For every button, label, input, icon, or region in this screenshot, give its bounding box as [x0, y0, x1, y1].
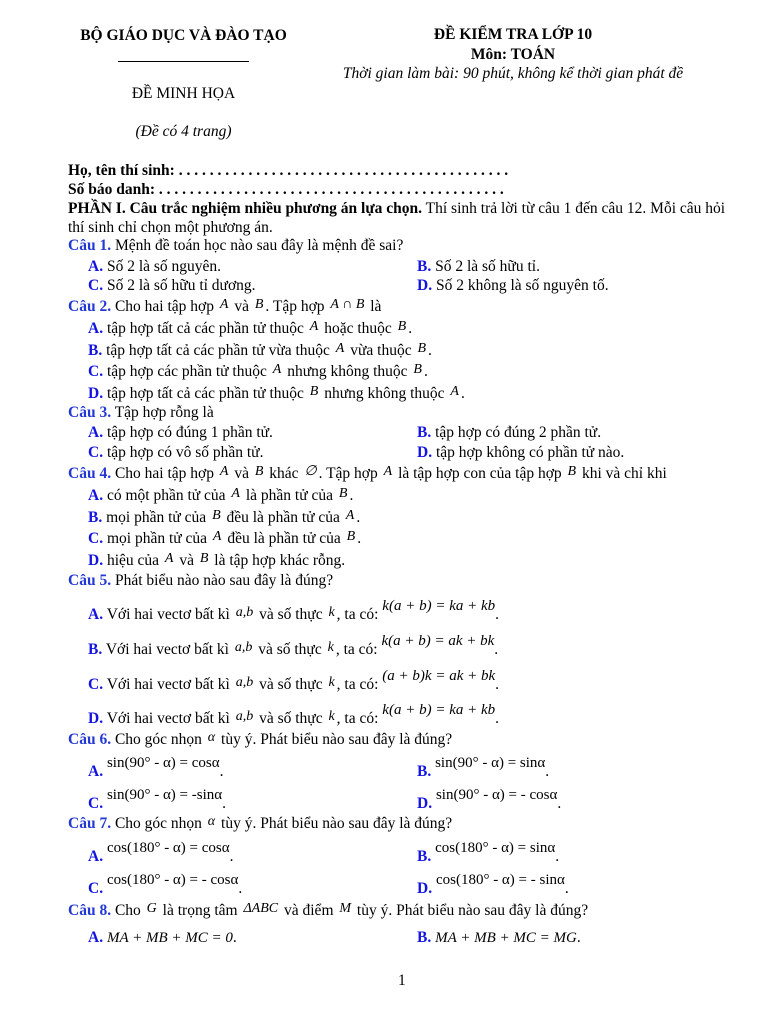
text-run: tập hợp có vô số phần tử. — [106, 444, 264, 461]
option-text — [106, 668, 500, 693]
q7-option-b — [417, 840, 560, 866]
option-label: A. — [88, 487, 104, 504]
q1-option-d — [417, 277, 609, 295]
option-text — [107, 424, 273, 441]
option-label: B. — [88, 509, 103, 526]
option-text — [435, 929, 581, 946]
option-text — [107, 487, 353, 504]
question-7 — [68, 815, 452, 834]
text-run: và số thực — [255, 606, 327, 623]
option-label: B. — [88, 641, 103, 658]
math-symbol: B — [254, 297, 264, 312]
header-divider — [118, 61, 249, 62]
subject: Môn: TOÁN — [470, 46, 556, 63]
text-run: tập hợp tất cả các phần tử vừa thuộc — [106, 342, 334, 359]
option-text — [106, 598, 500, 623]
math-symbol: B — [212, 508, 221, 523]
q5-option-c — [88, 668, 500, 695]
math-symbol: B — [309, 384, 319, 399]
option-text — [106, 702, 500, 727]
text-run: Cho hai tập hợp — [114, 465, 218, 482]
text-run: Cho hai tập hợp — [114, 298, 218, 315]
text-run: và điểm — [280, 902, 338, 919]
question-5 — [68, 572, 333, 590]
math-symbol: B — [338, 486, 348, 501]
q6-option-a — [88, 755, 224, 781]
text-run: . — [349, 487, 354, 504]
text-run: Với hai vectơ bất kì — [106, 676, 234, 693]
text-run: vừa thuộc — [346, 342, 416, 359]
math-formula: k(a + b) = ka + kb — [382, 598, 496, 614]
q2-option-c — [88, 363, 428, 382]
math-symbol: A ∩ B — [330, 297, 365, 312]
q1-option-c — [88, 277, 256, 295]
math-formula: cos(180° - α) = sinα — [435, 840, 556, 856]
text-run: là tập hợp khác rỗng. — [210, 552, 346, 569]
option-text — [436, 277, 609, 294]
candidate-id-label: Số báo danh: — [68, 181, 156, 198]
page-number: 1 — [398, 972, 406, 989]
text-run: . — [232, 929, 237, 946]
q7-option-d — [417, 872, 569, 898]
q3-option-d — [417, 444, 624, 462]
option-label: C. — [88, 277, 104, 294]
option-label: C. — [88, 363, 104, 380]
math-formula: k(a + b) = ka + kb — [382, 702, 496, 718]
option-label: B. — [417, 848, 432, 865]
q2-option-d — [88, 385, 465, 404]
math-symbol: k — [328, 605, 335, 620]
option-label: D. — [88, 385, 104, 402]
q4-option-b — [88, 509, 360, 528]
question-number: Câu 5. — [68, 572, 112, 589]
text-run: . Tập hợp — [318, 465, 382, 482]
question-text — [115, 815, 452, 832]
text-run: Số 2 không là số nguyên tố. — [435, 277, 609, 294]
math-expression: MA + MB + MC = 0 — [106, 930, 233, 946]
exam-title: ĐỀ KIỂM TRA LỚP 10 — [433, 26, 593, 43]
math-formula: cos(180° - α) = cosα — [106, 840, 230, 856]
math-symbol: B — [567, 464, 577, 479]
option-text — [436, 444, 624, 461]
text-run: khác — [265, 465, 303, 482]
q6-option-c — [88, 787, 226, 813]
math-formula: sin(90° - α) = cosα — [106, 755, 220, 771]
q5-option-b — [88, 633, 499, 660]
section-instructions: Thí sinh trả lời từ câu 1 đến câu 12. Mỗi câu hỏi — [425, 200, 726, 217]
text-run: tập hợp có đúng 1 phần tử. — [106, 424, 273, 441]
option-label: A. — [88, 258, 104, 275]
text-run: tập hợp các phần tử thuộc — [106, 363, 271, 380]
text-run: Phát biểu nào nào sau đây là đúng? — [114, 572, 334, 589]
text-run: Tập hợp rỗng là — [114, 404, 214, 421]
question-8 — [68, 902, 588, 921]
math-symbol: A — [219, 297, 229, 312]
question-1 — [68, 237, 403, 255]
text-run: tùy ý. Phát biểu nào sau đây là đúng? — [353, 902, 589, 919]
option-label: B. — [417, 424, 432, 441]
candidate-id-dots: . . . . . . . . . . . . . . . . . . . . . . . . . . . . . . . . . . . . . . . . . . . . . — [158, 181, 504, 198]
option-text — [435, 787, 562, 812]
math-symbol: k — [328, 709, 335, 724]
option-label: A. — [88, 929, 104, 946]
text-run: . — [564, 880, 569, 897]
math-symbol: α — [207, 814, 216, 829]
text-run: Số 2 là số hữu tỉ dương. — [106, 277, 256, 294]
q3-option-b — [417, 424, 601, 442]
text-run: mọi phần tử của — [106, 509, 211, 526]
q7-option-a — [88, 840, 234, 866]
option-text — [107, 363, 428, 380]
option-text — [107, 258, 221, 275]
text-run: Cho góc nhọn — [114, 731, 206, 748]
text-run: có một phần tử của — [106, 487, 230, 504]
q1-option-b — [417, 258, 540, 276]
q4-option-d — [88, 552, 345, 571]
question-text — [115, 404, 214, 421]
question-number: Câu 6. — [68, 731, 112, 748]
question-text — [115, 465, 667, 482]
question-number: Câu 4. — [68, 465, 112, 482]
option-text — [106, 755, 224, 780]
math-symbol: B — [254, 464, 264, 479]
text-run: . — [555, 848, 560, 865]
text-run: . — [229, 848, 234, 865]
math-symbol: ∅ — [304, 464, 317, 479]
text-run: , ta có: — [335, 641, 382, 658]
math-formula: sin(90° - α) = - cosα — [435, 787, 558, 803]
candidate-name-row — [68, 162, 508, 180]
math-formula: (a + b)k = ak + bk — [382, 668, 496, 684]
math-symbol: A — [450, 384, 459, 399]
text-run: . — [423, 363, 428, 380]
question-text — [115, 572, 333, 589]
question-3 — [68, 404, 214, 422]
math-expression: MA + MB + MC = MG — [435, 930, 577, 946]
math-formula: sin(90° - α) = -sinα — [106, 787, 223, 803]
option-label: B. — [88, 342, 103, 359]
q3-option-a — [88, 424, 273, 442]
question-number: Câu 1. — [68, 237, 112, 254]
option-label: B. — [417, 763, 432, 780]
text-run: và — [230, 465, 253, 482]
text-run: Cho góc nhọn — [114, 815, 206, 832]
candidate-id-row — [68, 181, 504, 199]
math-symbol: A — [309, 319, 319, 334]
section-header — [68, 200, 725, 218]
text-run: Với hai vectơ bất kì — [106, 606, 234, 623]
text-run: đều là phần tử của — [222, 509, 344, 526]
text-run: Với hai vectơ bất kì — [105, 641, 233, 658]
q8-option-b — [417, 929, 581, 947]
option-label: C. — [88, 444, 104, 461]
math-symbol: A — [164, 551, 174, 566]
option-label: D. — [88, 710, 104, 727]
section-title: PHẦN I. Câu trắc nghiệm nhiều phương án lựa chọn. — [68, 200, 423, 217]
option-text — [435, 424, 601, 441]
text-run: . — [428, 342, 432, 359]
option-label: C. — [88, 530, 104, 547]
option-text — [107, 552, 345, 569]
option-label: B. — [417, 929, 432, 946]
option-text — [107, 385, 465, 402]
text-run: . — [557, 795, 562, 812]
q6-option-d — [417, 787, 562, 813]
text-run: hiệu của — [106, 552, 163, 569]
q8-option-a — [88, 929, 237, 947]
option-text — [107, 277, 256, 294]
math-symbol: k — [327, 640, 334, 655]
option-label: A. — [88, 320, 104, 337]
math-symbol: a,b — [235, 709, 254, 724]
option-text — [107, 444, 264, 461]
text-run: nhưng không thuộc — [283, 363, 412, 380]
q4-option-a — [88, 487, 353, 506]
candidate-name-label: Họ, tên thí sinh: — [68, 162, 175, 179]
option-text — [435, 872, 569, 897]
option-text — [106, 787, 226, 812]
option-text — [435, 840, 560, 865]
option-label: D. — [417, 277, 433, 294]
question-number: Câu 7. — [68, 815, 112, 832]
math-symbol: B — [346, 529, 356, 544]
text-run: . — [494, 641, 499, 658]
option-label: A. — [88, 606, 104, 623]
q7-option-c — [88, 872, 243, 898]
option-text — [435, 258, 540, 275]
ministry-name: BỘ GIÁO DỤC VÀ ĐÀO TẠO — [80, 27, 287, 44]
text-run: . — [222, 795, 226, 812]
page-count-note: (Đề có 4 trang) — [135, 123, 232, 140]
exam-type: ĐỀ MINH HỌA — [131, 85, 236, 102]
text-run: mọi phần tử của — [106, 530, 211, 547]
option-text — [106, 840, 234, 865]
math-symbol: A — [212, 529, 222, 544]
text-run: và — [175, 552, 198, 569]
option-label: C. — [88, 676, 104, 693]
text-run: là — [366, 298, 382, 315]
text-run: . — [495, 710, 500, 727]
text-run: tùy ý. Phát biểu nào sau đây là đúng? — [217, 731, 453, 748]
text-run: . — [460, 385, 465, 402]
text-run: . — [495, 676, 500, 693]
option-text — [106, 509, 360, 526]
question-number: Câu 8. — [68, 902, 112, 919]
text-run: và — [230, 298, 253, 315]
option-label: D. — [417, 795, 433, 812]
text-run: . Tập hợp — [265, 298, 329, 315]
text-run: và số thực — [254, 641, 326, 658]
text-run: nhưng không thuộc — [320, 385, 449, 402]
math-symbol: B — [397, 319, 407, 334]
option-label: C. — [88, 880, 104, 897]
text-run: và số thực — [255, 710, 327, 727]
text-run: tập hợp tất cả các phần tử thuộc — [106, 320, 308, 337]
q3-option-c — [88, 444, 263, 462]
math-symbol: a,b — [234, 640, 253, 655]
option-text — [107, 929, 237, 946]
exam-duration: Thời gian làm bài: 90 phút, không kể thời gian phát đề — [342, 65, 684, 82]
math-symbol: A — [383, 464, 393, 479]
question-text — [115, 731, 452, 748]
math-formula: k(a + b) = ak + bk — [381, 633, 495, 649]
math-symbol: A — [231, 486, 240, 501]
math-symbol: A — [335, 341, 345, 356]
text-run: là tập hợp con của tập hợp — [394, 465, 566, 482]
text-run: . — [495, 606, 500, 623]
option-text — [105, 633, 499, 658]
text-run: khi và chỉ khi — [578, 465, 667, 482]
q5-option-a — [88, 598, 500, 625]
option-text — [107, 530, 361, 547]
question-number: Câu 2. — [68, 298, 112, 315]
question-6 — [68, 731, 452, 750]
text-run: . — [408, 320, 413, 337]
option-text — [106, 872, 243, 897]
option-label: B. — [417, 258, 432, 275]
question-text — [115, 902, 588, 919]
text-run: , ta có: — [336, 606, 383, 623]
text-run: và số thực — [255, 676, 327, 693]
question-4 — [68, 465, 667, 484]
math-symbol: ΔABC — [243, 901, 279, 916]
option-label: D. — [88, 552, 104, 569]
math-symbol: k — [328, 675, 335, 690]
math-symbol: B — [199, 551, 209, 566]
option-text — [106, 342, 432, 359]
text-run: Cho — [114, 902, 145, 919]
q6-option-b — [417, 755, 550, 781]
candidate-name-dots: . . . . . . . . . . . . . . . . . . . . . . . . . . . . . . . . . . . . . . . . . . . — [178, 162, 509, 179]
text-run: , ta có: — [336, 710, 383, 727]
section-instructions-cont: thí sinh chỉ chọn một phương án. — [68, 219, 273, 236]
math-symbol: B — [417, 341, 427, 356]
option-text — [435, 755, 550, 780]
text-run: đều là phần tử của — [223, 530, 345, 547]
math-formula: sin(90° - α) = sinα — [435, 755, 546, 771]
text-run: tập hợp tất cả các phần tử thuộc — [106, 385, 308, 402]
question-text — [115, 237, 403, 254]
q4-option-c — [88, 530, 361, 549]
question-text — [115, 298, 381, 315]
math-symbol: α — [207, 730, 216, 745]
text-run: Mệnh đề toán học nào sau đây là mệnh đề sai? — [114, 237, 404, 254]
math-symbol: A — [219, 464, 229, 479]
option-label: A. — [88, 424, 104, 441]
text-run: tập hợp không có phần tử nào. — [435, 444, 625, 461]
text-run: , ta có: — [336, 676, 383, 693]
math-symbol: a,b — [235, 675, 254, 690]
text-run: . — [576, 929, 581, 946]
math-symbol: M — [339, 901, 352, 916]
text-run: . — [357, 530, 362, 547]
text-run: . — [545, 763, 550, 780]
option-label: A. — [88, 763, 104, 780]
text-run: là phần tử của — [241, 487, 337, 504]
math-symbol: A — [345, 508, 355, 523]
text-run: Số 2 là số hữu tỉ. — [435, 258, 540, 275]
option-label: D. — [417, 880, 433, 897]
text-run: tùy ý. Phát biểu nào sau đây là đúng? — [217, 815, 453, 832]
option-text — [107, 320, 412, 337]
math-symbol: a,b — [235, 605, 254, 620]
text-run: Với hai vectơ bất kì — [106, 710, 234, 727]
text-run: . — [219, 763, 224, 780]
text-run: tập hợp có đúng 2 phần tử. — [435, 424, 602, 441]
q2-option-b — [88, 342, 432, 361]
math-symbol: G — [146, 901, 157, 916]
q1-option-a — [88, 258, 221, 276]
math-formula: cos(180° - α) = - sinα — [435, 872, 565, 888]
text-run: . — [356, 509, 361, 526]
q2-option-a — [88, 320, 412, 339]
question-2 — [68, 298, 381, 317]
math-symbol: B — [413, 362, 422, 377]
text-run: là trọng tâm — [158, 902, 242, 919]
math-formula: cos(180° - α) = - cosα — [106, 872, 239, 888]
text-run: hoặc thuộc — [320, 320, 396, 337]
text-run: . — [238, 880, 243, 897]
text-run: Số 2 là số nguyên. — [106, 258, 222, 275]
question-number: Câu 3. — [68, 404, 112, 421]
option-label: C. — [88, 795, 104, 812]
q5-option-d — [88, 702, 500, 729]
option-label: A. — [88, 848, 104, 865]
math-symbol: A — [272, 362, 282, 377]
option-label: D. — [417, 444, 433, 461]
